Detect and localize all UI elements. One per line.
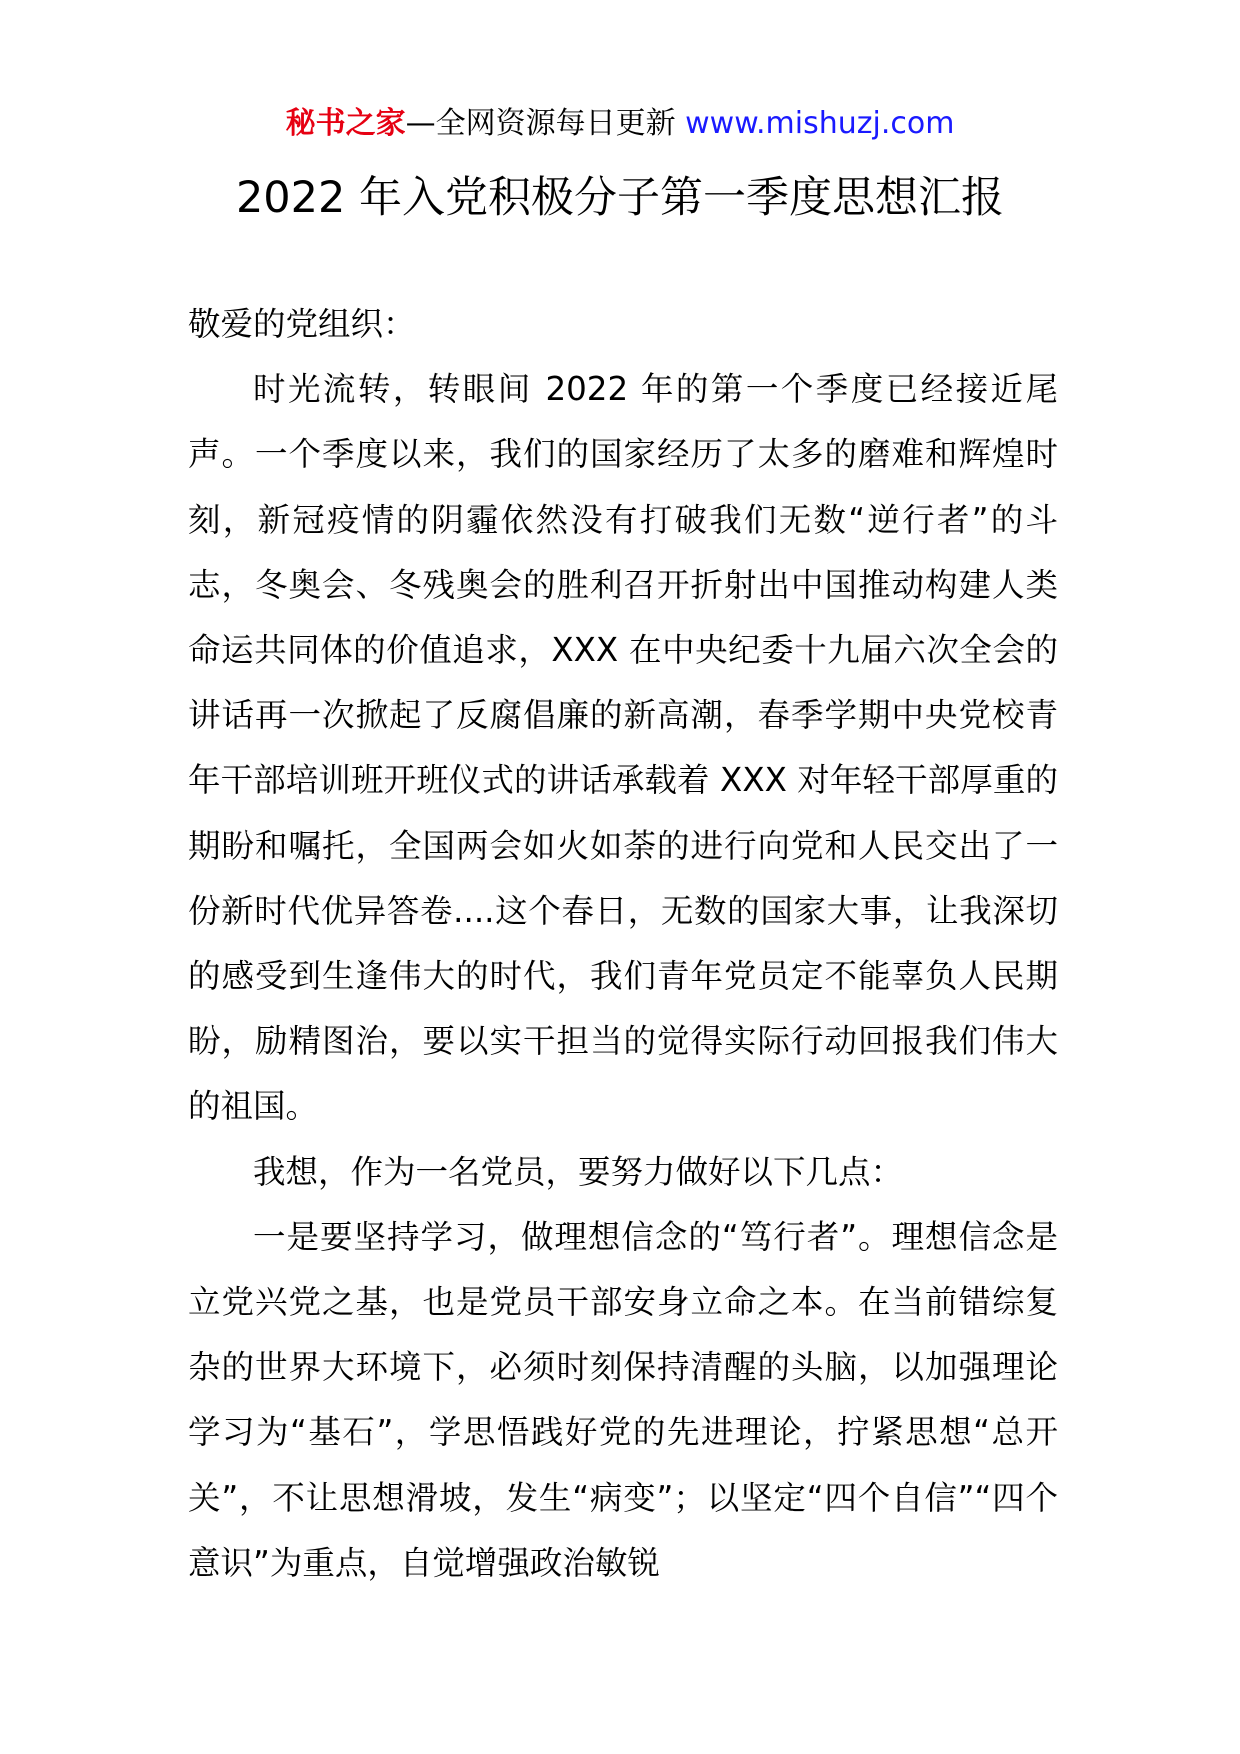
- document-body: [188, 292, 1058, 1596]
- paragraph-intro: 时光流转，转眼间 2022 年的第一个季度已经接近尾声。一个季度以来，我们的国家经历了太多的磨难和辉煌时刻，新冠疫情的阴霾依然没有打破我们无数“逆行者”的斗志，冬奥会、冬残奥会的胜利召开折射出中国推动构建人类命运共同体的价值追求，XXX 在中央纪委十九届六次全会的讲话再一次掀起了反腐倡廉的新高潮，春季学期中央党校青年干部培训班开班仪式的讲话承载着 XXX 对年轻干部厚重的期盼和嘱托，全国两会如火如荼的进行向党和人民交出了一份新时代优异答卷....这个春日，无数的国家大事，让我深切的感受到生逢伟大的时代，我们青年党员定不能辜负人民期盼，励精图治，要以实干担当的觉得实际行动回报我们伟大的祖国。: [188, 370, 1058, 1126]
- paragraph-point-one: 一是要坚持学习，做理想信念的“笃行者”。理想信念是立党兴党之基，也是党员干部安身立命之本。在当前错综复杂的世界大环境下，必须时刻保持清醒的头脑，以加强理论学习为“基石”，学思悟践好党的先进理论，拧紧思想“总开关”，不让思想滑坡，发生“病变”；以坚定“四个自信”“四个意识”为重点，自觉增强政治敏锐: [188, 1217, 1058, 1582]
- paragraph-points-intro: 我想，作为一名党员，要努力做好以下几点：: [253, 1152, 904, 1191]
- header-slogan: —全网资源每日更新: [405, 106, 686, 141]
- site-header: [0, 102, 1240, 146]
- brand-name: 秘书之家: [285, 106, 406, 141]
- salutation: 敬爱的党组织：: [188, 305, 416, 343]
- site-url-link[interactable]: www.mishuzj.com: [685, 106, 955, 141]
- document-title: 2022 年入党积极分子第一季度思想汇报: [235, 173, 1005, 223]
